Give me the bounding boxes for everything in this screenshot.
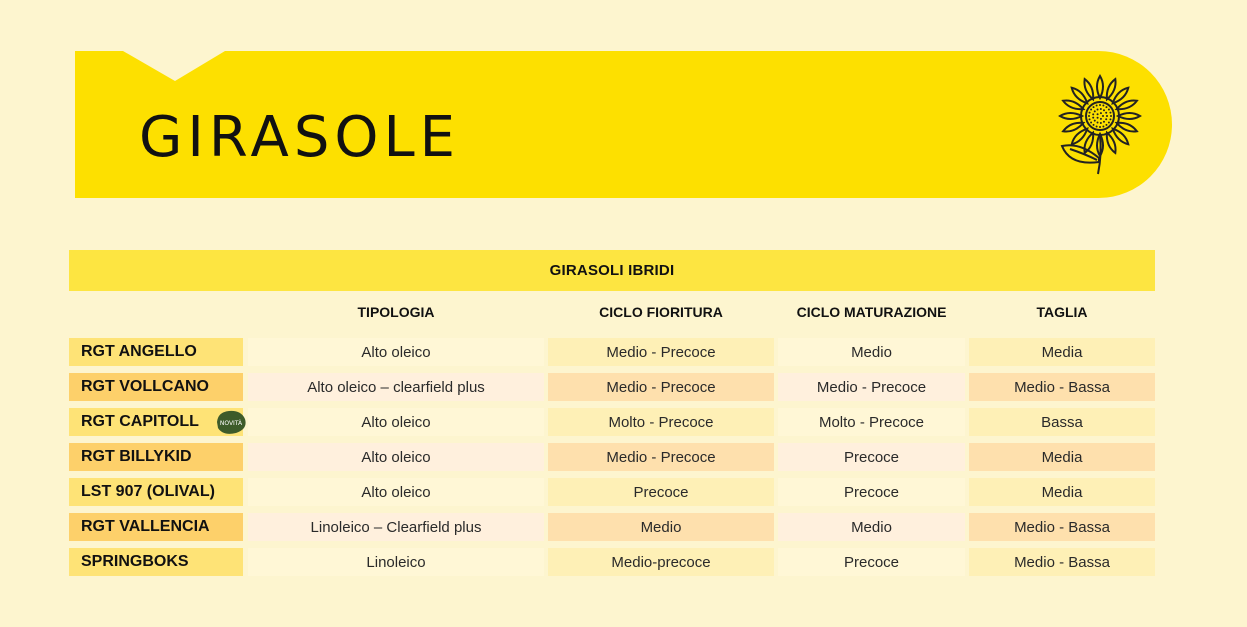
empty-cell: [69, 583, 243, 595]
sunflower-icon: [1050, 74, 1150, 178]
table-cell: Linoleico – Clearfield plus: [248, 513, 544, 541]
variety-name: RGT ANGELLO: [69, 338, 243, 366]
variety-name: RGT VOLLCANO: [69, 373, 243, 401]
column-header: TIPOLOGIA: [248, 294, 544, 330]
table-cell: Precoce: [548, 478, 774, 506]
table-cell: Molto - Precoce: [548, 408, 774, 436]
table-cell: Medio - Bassa: [969, 548, 1155, 576]
page-title: GIRASOLE: [139, 105, 461, 170]
table-cell: Alto oleico: [248, 338, 544, 366]
table-cell: Linoleico: [248, 548, 544, 576]
table-cell: Alto oleico: [248, 443, 544, 471]
table-cell: Medio - Precoce: [778, 373, 965, 401]
table-cell: Bassa: [969, 408, 1155, 436]
table-cell: Precoce: [778, 443, 965, 471]
column-header: CICLO MATURAZIONE: [778, 294, 965, 330]
table-cell: Medio - Precoce: [548, 373, 774, 401]
table-cell: Alto oleico – clearfield plus: [248, 373, 544, 401]
table-cell: Media: [969, 478, 1155, 506]
empty-cell: [248, 583, 544, 595]
table-cell: Molto - Precoce: [778, 408, 965, 436]
column-header: TAGLIA: [969, 294, 1155, 330]
table-cell: Precoce: [778, 548, 965, 576]
table-cell: Medio - Precoce: [548, 338, 774, 366]
table-cell: Medio - Bassa: [969, 513, 1155, 541]
svg-text:NOVITÀ: NOVITÀ: [219, 420, 243, 427]
variety-name: SPRINGBOKS: [69, 548, 243, 576]
table-cell: Medio: [548, 513, 774, 541]
table-cell: Medio: [778, 513, 965, 541]
table-cell: Alto oleico: [248, 478, 544, 506]
table-cell: Medio - Precoce: [548, 443, 774, 471]
variety-name: RGT BILLYKID: [69, 443, 243, 471]
table-cell: Medio-precoce: [548, 548, 774, 576]
table-cell: Media: [969, 443, 1155, 471]
empty-cell: [969, 583, 1155, 595]
empty-cell: [548, 583, 774, 595]
table-cell: Precoce: [778, 478, 965, 506]
variety-name: LST 907 (OLIVAL): [69, 478, 243, 506]
variety-name: RGT VALLENCIA: [69, 513, 243, 541]
table-cell: Alto oleico: [248, 408, 544, 436]
table-cell: Medio - Bassa: [969, 373, 1155, 401]
table-caption: GIRASOLI IBRIDI: [69, 250, 1155, 291]
variety-name: RGT CAPITOLL: [69, 408, 243, 436]
hybrid-table: [69, 250, 1159, 603]
new-badge-icon: [214, 409, 248, 435]
empty-cell: [778, 583, 965, 595]
table-cell: Media: [969, 338, 1155, 366]
column-header: CICLO FIORITURA: [548, 294, 774, 330]
banner-notch: [115, 49, 245, 83]
table-cell: Medio: [778, 338, 965, 366]
